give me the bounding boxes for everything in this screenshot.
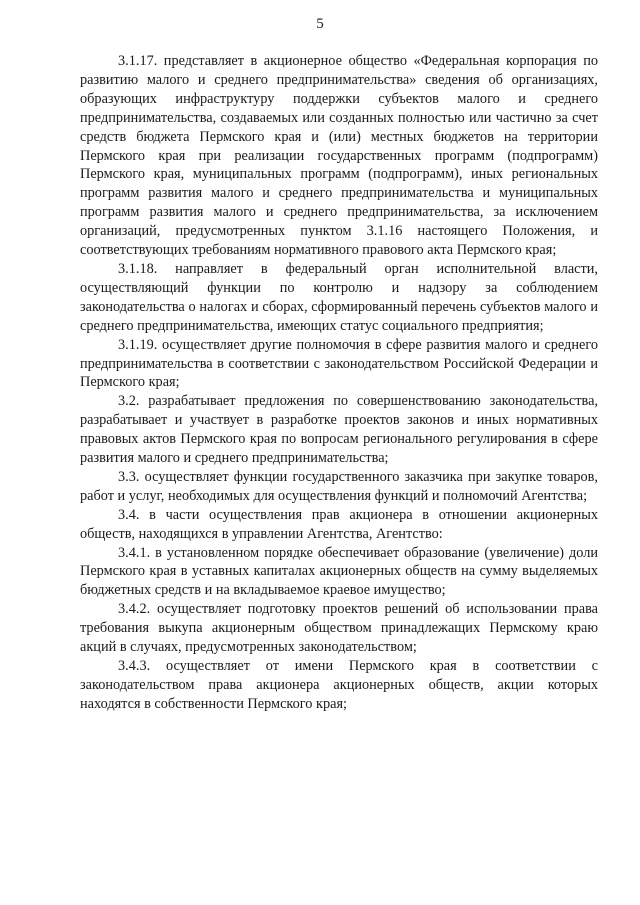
paragraph-3-1-19: 3.1.19. осуществляет другие полномочия в сфере развития малого и среднего предпринимательства в соответствии с законодательством Российской Федерации и Пермского края; [80, 336, 598, 391]
paragraph-3-4-1: 3.4.1. в установленном порядке обеспечивает образование (увеличение) доли Пермского края в уставных капиталах акционерных обществ на сумму выделяемых бюджетных средств и на вкладываемое краевое имущество; [80, 544, 598, 599]
paragraph-3-1-18: 3.1.18. направляет в федеральный орган исполнительной власти, осуществляющий функции по контролю и надзору за соблюдением законодательства о налогах и сборах, сформированный перечень субъектов малого и среднего предпринимательства, имеющих статус социального предприятия; [80, 260, 598, 334]
page-number: 5 [316, 16, 324, 32]
paragraph-3-4: 3.4. в части осуществления прав акционера в отношении акционерных обществ, находящихся в управлении Агентства, Агентство: [80, 506, 598, 542]
document-body [80, 52, 598, 714]
paragraph-3-4-2: 3.4.2. осуществляет подготовку проектов решений об использовании права требования выкупа акционерным обществом принадлежащих Пермскому краю акций в случаях, предусмотренных законодательством; [80, 601, 598, 656]
paragraph-3-4-3: 3.4.3. осуществляет от имени Пермского края в соответствии с законодательством права акционера акционерных обществ, акции которых находятся в собственности Пермского края; [80, 658, 598, 712]
paragraph-3-1-17: 3.1.17. представляет в акционерное общество «Федеральная корпорация по развитию малого и среднего предпринимательства» сведения об организациях, образующих инфраструктуру поддержки субъектов малого и среднего предпринимательства, создаваемых или созданных полностью или частично за счет средств бюджета Пермского края и (или) местных бюджетов на территории Пермского края при реализации государственных программ (подпрограмм) Пермского края, муниципальных программ (подпрограмм), иных региональных программ развития малого и среднего предпринимательства и муниципальных программ развития малого и среднего предпринимательства, за исключением организаций, предусмотренных пунктом 3.1.16 настоящего Положения, и соответствующих требованиям нормативного правового акта Пермского края; [80, 53, 598, 259]
paragraph-3-2: 3.2. разрабатывает предложения по совершенствованию законодательства, разрабатывает и участвует в разработке проектов законов и иных нормативных правовых актов Пермского края по вопросам регионального регулирования в сфере развития малого и среднего предпринимательства; [80, 393, 598, 467]
paragraph-3-3: 3.3. осуществляет функции государственного заказчика при закупке товаров, работ и услуг, необходимых для осуществления функций и полномочий Агентства; [80, 468, 598, 504]
